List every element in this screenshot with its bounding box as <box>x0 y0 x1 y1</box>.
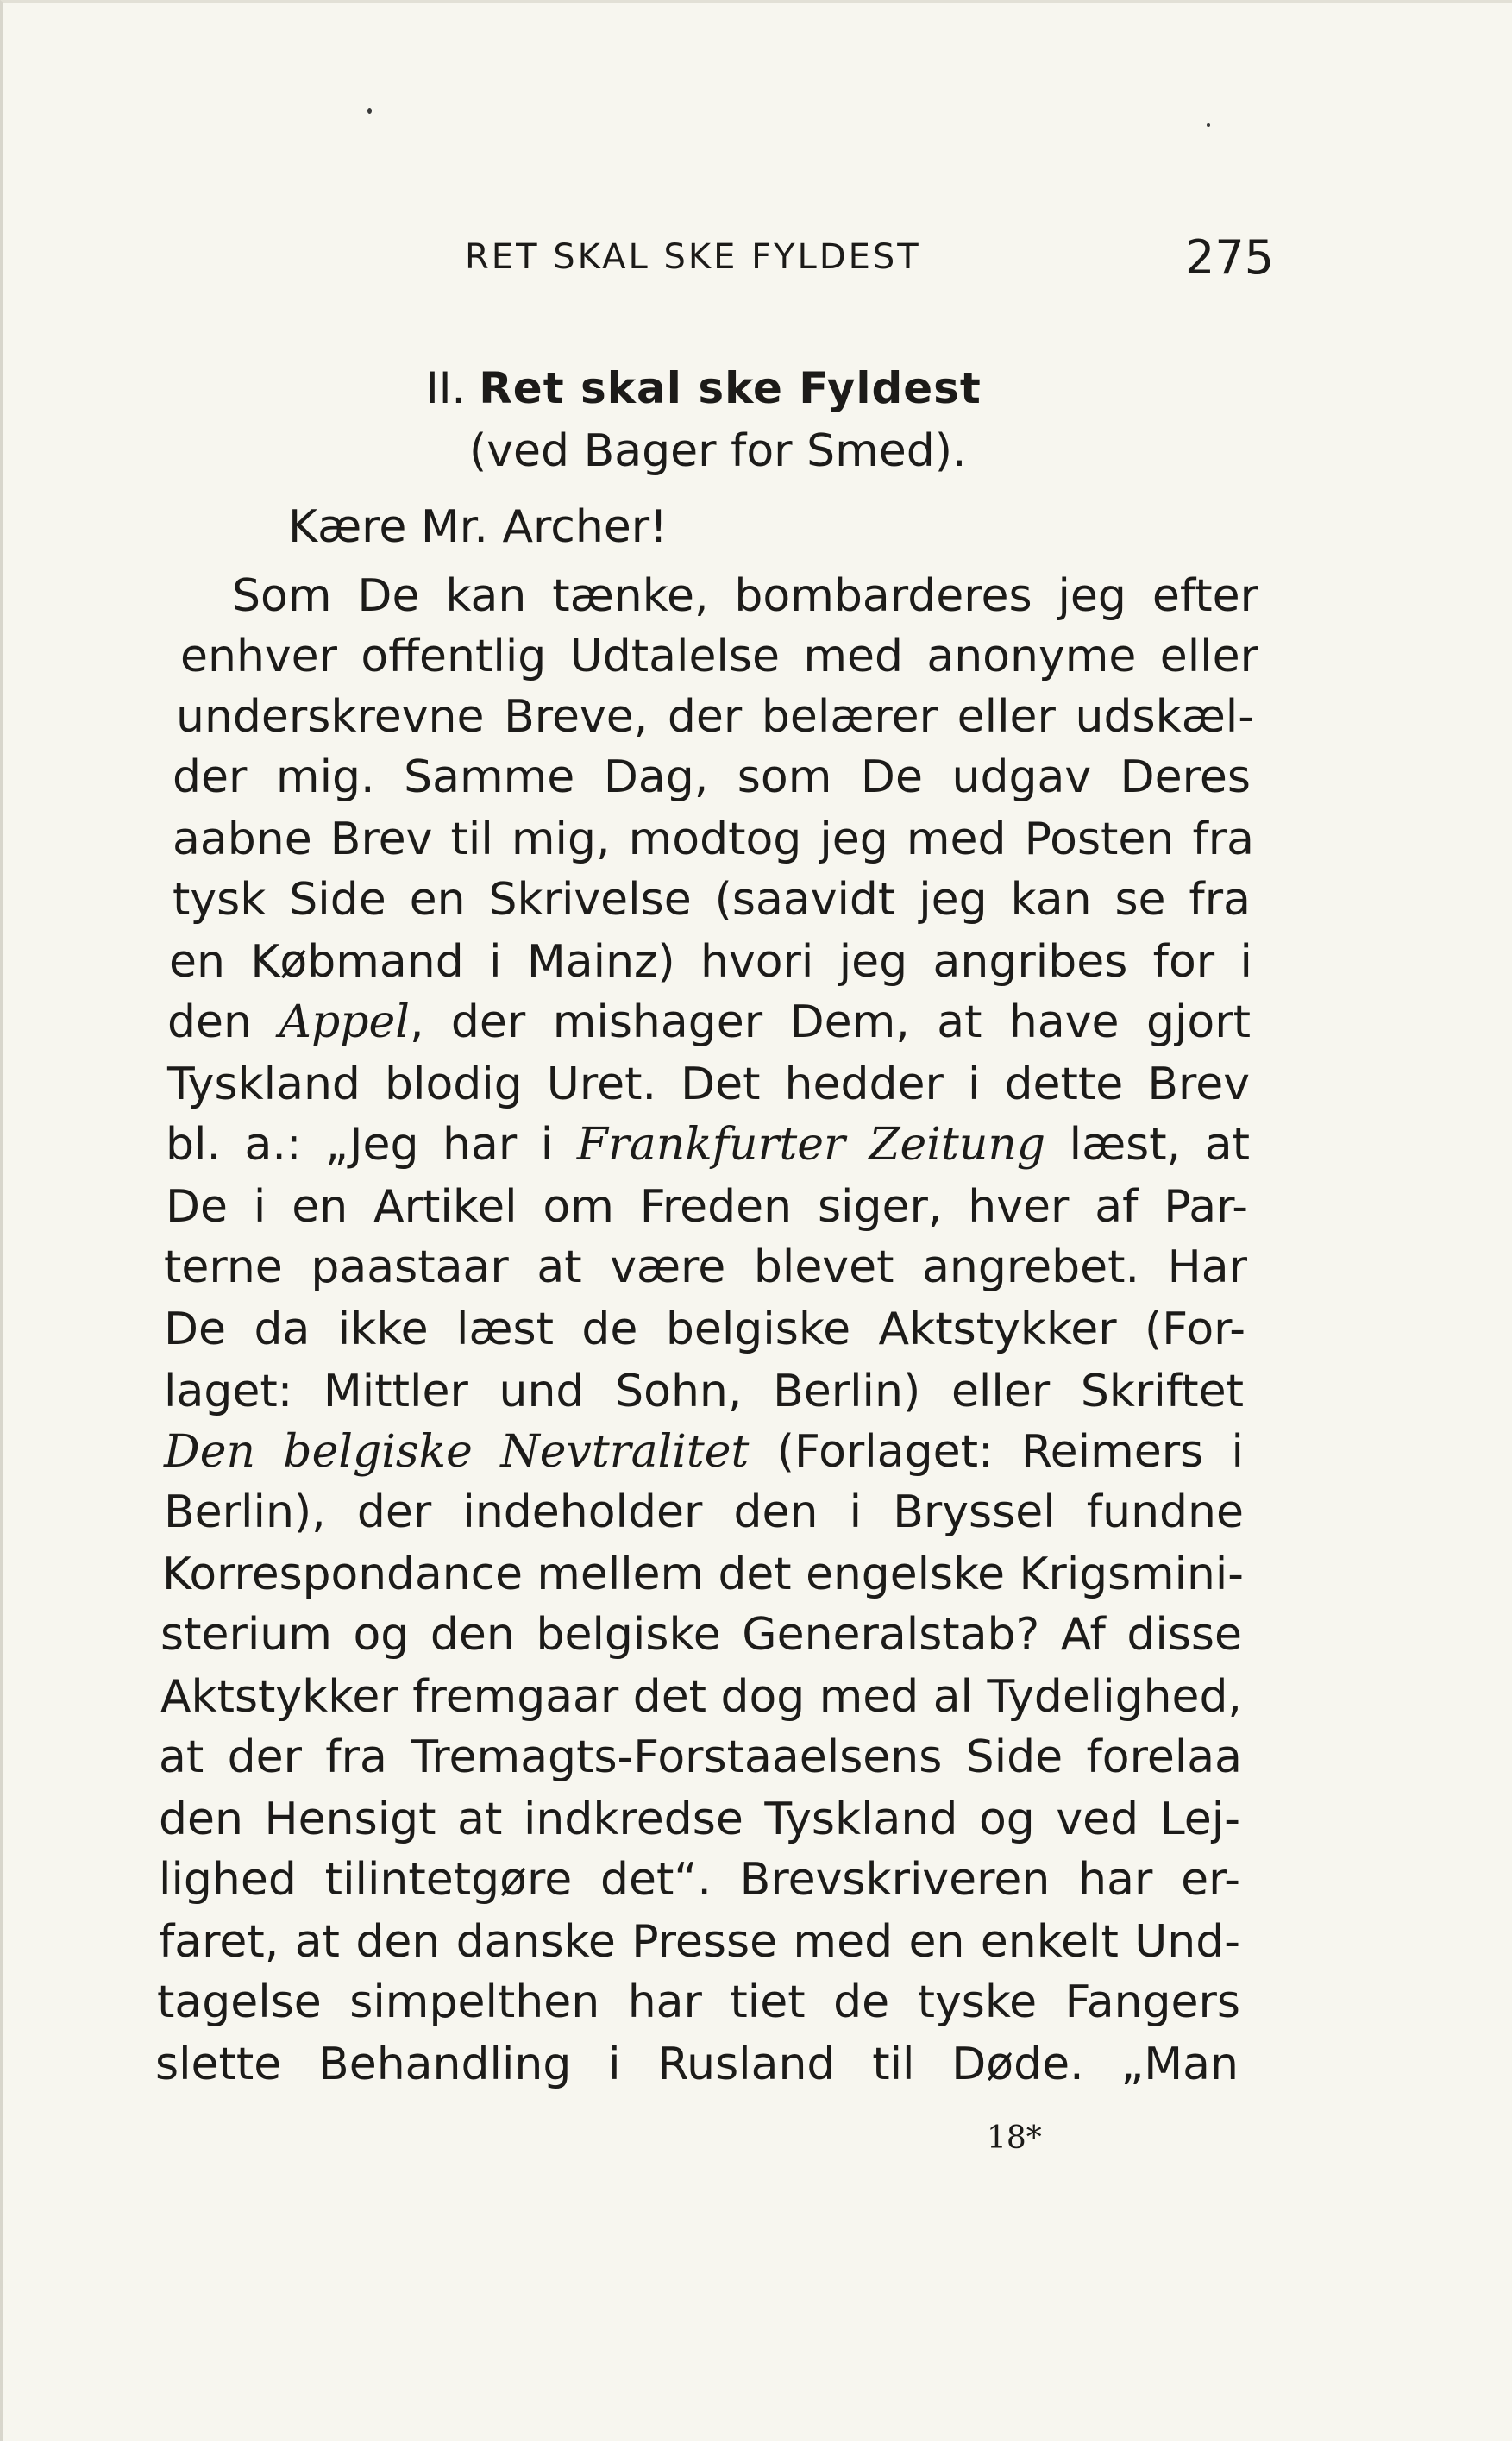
signature-mark: 18* <box>987 2120 1042 2156</box>
text-run: De i en Artikel om Freden siger, hver af Par- <box>166 1181 1248 1233</box>
text-line <box>160 1671 1242 1723</box>
page-number: 275 <box>1185 230 1275 285</box>
text-run: tysk Side en Skrivelse (saavidt jeg kan se fra <box>173 874 1251 926</box>
text-run: Som De kan tænke, bombarderes jeg efter <box>232 570 1258 622</box>
text-run: laget: Mittler und Sohn, Berlin) eller Skriftet <box>164 1366 1244 1417</box>
text-line <box>164 1486 1244 1538</box>
text-run: den Hensigt at indkredse Tyskland og ved Lej- <box>159 1794 1240 1845</box>
text-run: Tyskland blodig Uret. Det hedder i dette Brev <box>167 1059 1250 1110</box>
text-line <box>160 1609 1242 1661</box>
text-line <box>166 1119 1250 1171</box>
text-line <box>164 1366 1244 1417</box>
print-speck <box>367 108 372 114</box>
text-run: bl. a.: „Jeg har i <box>166 1119 577 1171</box>
text-line <box>173 751 1251 803</box>
text-run: (Forlaget: Reimers i <box>749 1426 1244 1478</box>
text-run: underskrevne Breve, der belærer eller udskæl- <box>176 691 1254 743</box>
text-run: der mig. Samme Dag, som De udgav Deres <box>173 751 1251 803</box>
text-run: De da ikke læst de belgiske Aktstykker (For- <box>164 1304 1245 1355</box>
text-line <box>166 1181 1248 1233</box>
section-subtitle: (ved Bager for Smed). <box>469 425 967 477</box>
text-line <box>159 1794 1240 1845</box>
text-line <box>164 1304 1245 1355</box>
text-line <box>164 1426 1244 1478</box>
text-run: sterium og den belgiske Generalstab? Af disse <box>160 1609 1242 1661</box>
text-run: faret, at den danske Presse med en enkelt Und- <box>159 1916 1240 1968</box>
text-line <box>173 874 1251 926</box>
text-line <box>232 570 1258 622</box>
text-line <box>167 996 1251 1048</box>
italic-title: Frankfurter Zeitung <box>576 1119 1046 1171</box>
text-run: tagelse simpelthen har tiet de tyske Fangers <box>157 1976 1240 2028</box>
section-title: Ret skal ske Fyldest <box>479 363 982 413</box>
letter-salutation: Kære Mr. Archer! <box>288 501 668 553</box>
italic-title: Den belgiske Nevtralitet <box>164 1426 750 1478</box>
text-line <box>169 936 1252 988</box>
text-run: læst, at <box>1045 1119 1250 1171</box>
text-run: en Købmand i Mainz) hvori jeg angribes for i <box>169 936 1252 988</box>
text-line <box>173 814 1254 865</box>
text-line <box>155 2039 1239 2090</box>
italic-title: Appel <box>279 996 410 1048</box>
print-speck <box>1207 123 1210 127</box>
text-run: lighed tilintetgøre det“. Brevskriveren har er- <box>159 1854 1240 1906</box>
text-line <box>157 1976 1240 2028</box>
running-head: RET SKAL SKE FYLDEST <box>465 237 921 277</box>
text-run: Aktstykker fremgaar det dog med al Tydelighed, <box>160 1671 1242 1723</box>
text-run: enhver offentlig Udtalelse med anonyme eller <box>180 631 1258 682</box>
text-line <box>159 1854 1240 1906</box>
text-line <box>164 1241 1247 1293</box>
text-run: aabne Brev til mig, modtog jeg med Posten fra <box>173 814 1254 865</box>
text-run: Korrespondance mellem det engelske Krigsmini- <box>162 1549 1245 1600</box>
text-run: at der fra Tremagts-Forstaaelsens Side forelaa <box>159 1731 1242 1783</box>
text-line <box>180 631 1258 682</box>
text-line <box>167 1059 1250 1110</box>
text-line <box>159 1731 1242 1783</box>
text-run: slette Behandling i Rusland til Døde. „Man <box>155 2039 1239 2090</box>
text-run: Berlin), der indeholder den i Bryssel fundne <box>164 1486 1244 1538</box>
text-run: terne paastaar at være blevet angrebet. Har <box>164 1241 1247 1293</box>
section-number: II. <box>426 363 466 413</box>
body-text <box>3 3 1512 2444</box>
text-run: , der mishager Dem, at have gjort <box>409 996 1251 1048</box>
text-line <box>159 1916 1240 1968</box>
text-run: den <box>167 996 279 1048</box>
text-line <box>162 1549 1245 1600</box>
text-line <box>176 691 1254 743</box>
